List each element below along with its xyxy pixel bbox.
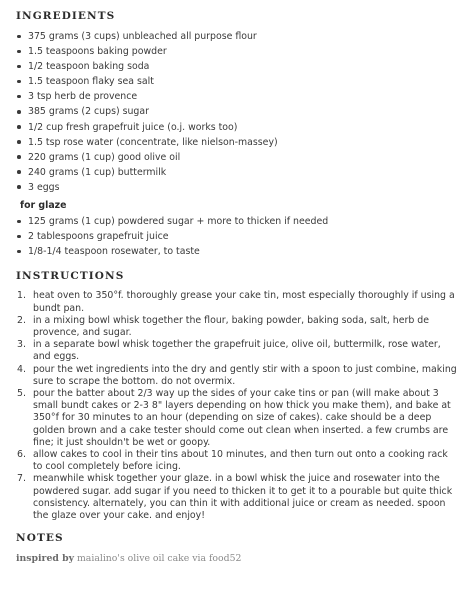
- ingredient-item: 3 eggs: [16, 180, 460, 195]
- glaze-ingredient-item: 2 tablespoons grapefruit juice: [16, 229, 460, 244]
- instruction-step: [16, 339, 458, 363]
- glaze-subheading: for glaze: [20, 200, 67, 212]
- step-text: meanwhile whisk together your glaze. in a bowl whisk the juice and rosewater into the powdered sugar. add sugar if you need to thicken it to get it to a pourable but quite thick consistency. alternately, you can thin it with additional juice or cream as needed. spoon the glaze over your cake. and enjoy!: [33, 473, 453, 521]
- glaze-ingredient-item: 125 grams (1 cup) powdered sugar + more to thicken if needed: [16, 214, 460, 229]
- ingredient-item: 1.5 teaspoons baking powder: [16, 44, 460, 59]
- attribution-source-link[interactable]: maialino's olive oil cake via food52: [76, 553, 242, 565]
- bullet-icon: [17, 185, 21, 189]
- step-number: 3.: [17, 339, 26, 351]
- step-number: 2.: [17, 314, 26, 326]
- bullet-icon: [17, 125, 21, 129]
- bullet-icon: [17, 110, 21, 114]
- glaze-ingredient-item: 1/8-1/4 teaspoon rosewater, to taste: [16, 244, 460, 259]
- ingredient-item: 1/2 cup fresh grapefruit juice (o.j. works too): [16, 120, 460, 135]
- ingredient-item: 240 grams (1 cup) buttermilk: [16, 165, 460, 180]
- bullet-icon: [17, 250, 21, 254]
- step-number: 7.: [17, 473, 26, 485]
- step-text: heat oven to 350°f. thoroughly grease your cake tin, most especially thoroughly if using a bundt pan.: [33, 290, 455, 314]
- bullet-icon: [17, 155, 21, 159]
- step-number: 4.: [17, 363, 26, 375]
- instruction-step: [16, 473, 458, 522]
- ingredients-heading: INGREDIENTS: [16, 10, 116, 22]
- glaze-ingredients-list: [16, 214, 460, 259]
- ingredient-item: 375 grams (3 cups) unbleached all purpose flour: [16, 29, 460, 44]
- instructions-list: [16, 290, 458, 522]
- step-number: 1.: [17, 290, 26, 302]
- bullet-icon: [17, 95, 21, 99]
- bullet-icon: [17, 80, 21, 84]
- attribution-prefix: inspired by: [16, 553, 75, 565]
- instruction-step: [16, 315, 458, 339]
- bullet-icon: [17, 170, 21, 174]
- step-number: 5.: [17, 387, 26, 399]
- step-text: allow cakes to cool in their tins about 10 minutes, and then turn out onto a cooking rack to cool completely before icing.: [33, 448, 448, 473]
- instruction-step: [16, 290, 458, 314]
- step-text: in a mixing bowl whisk together the flour, baking powder, baking soda, salt, herb de provence, and sugar.: [33, 314, 430, 338]
- ingredient-item: 385 grams (2 cups) sugar: [16, 104, 460, 119]
- bullet-icon: [17, 50, 21, 54]
- ingredient-item: 1.5 teaspoon flaky sea salt: [16, 74, 460, 89]
- bullet-icon: [17, 65, 21, 69]
- bullet-icon: [17, 140, 21, 144]
- bullet-icon: [17, 235, 21, 239]
- instruction-step: [16, 364, 458, 388]
- ingredients-list: [16, 29, 460, 195]
- ingredient-item: 1.5 tsp rose water (concentrate, like nielson-massey): [16, 135, 460, 150]
- ingredient-item: 3 tsp herb de provence: [16, 89, 460, 104]
- notes-heading: NOTES: [16, 532, 64, 545]
- notes-attribution: [16, 552, 460, 566]
- instruction-step: [16, 388, 458, 449]
- instructions-heading: INSTRUCTIONS: [16, 270, 125, 283]
- ingredient-item: 220 grams (1 cup) good olive oil: [16, 150, 460, 165]
- bullet-icon: [17, 220, 21, 224]
- ingredient-item: 1/2 teaspoon baking soda: [16, 59, 460, 74]
- step-number: 6.: [17, 448, 26, 460]
- bullet-icon: [17, 35, 21, 39]
- step-text: in a separate bowl whisk together the grapefruit juice, olive oil, buttermilk, rose water, and eggs.: [33, 339, 441, 363]
- step-text: pour the wet ingredients into the dry and gently stir with a spoon to just combine, making sure to scrape the bottom. do not overmix.: [33, 363, 457, 387]
- instruction-step: [16, 449, 458, 473]
- step-text: pour the batter about 2/3 way up the sides of your cake tins or pan (will make about 3 small bundt cakes or 2-3 8" layers depending on how thick you make them), and bake at 350°f for 30 minutes to an hour (depending on size of cakes). cake should be a deep golden brown and a cake tester should come out clean when inserted. a few crumbs are fine; it just shouldn't be wet or goopy.: [33, 387, 451, 448]
